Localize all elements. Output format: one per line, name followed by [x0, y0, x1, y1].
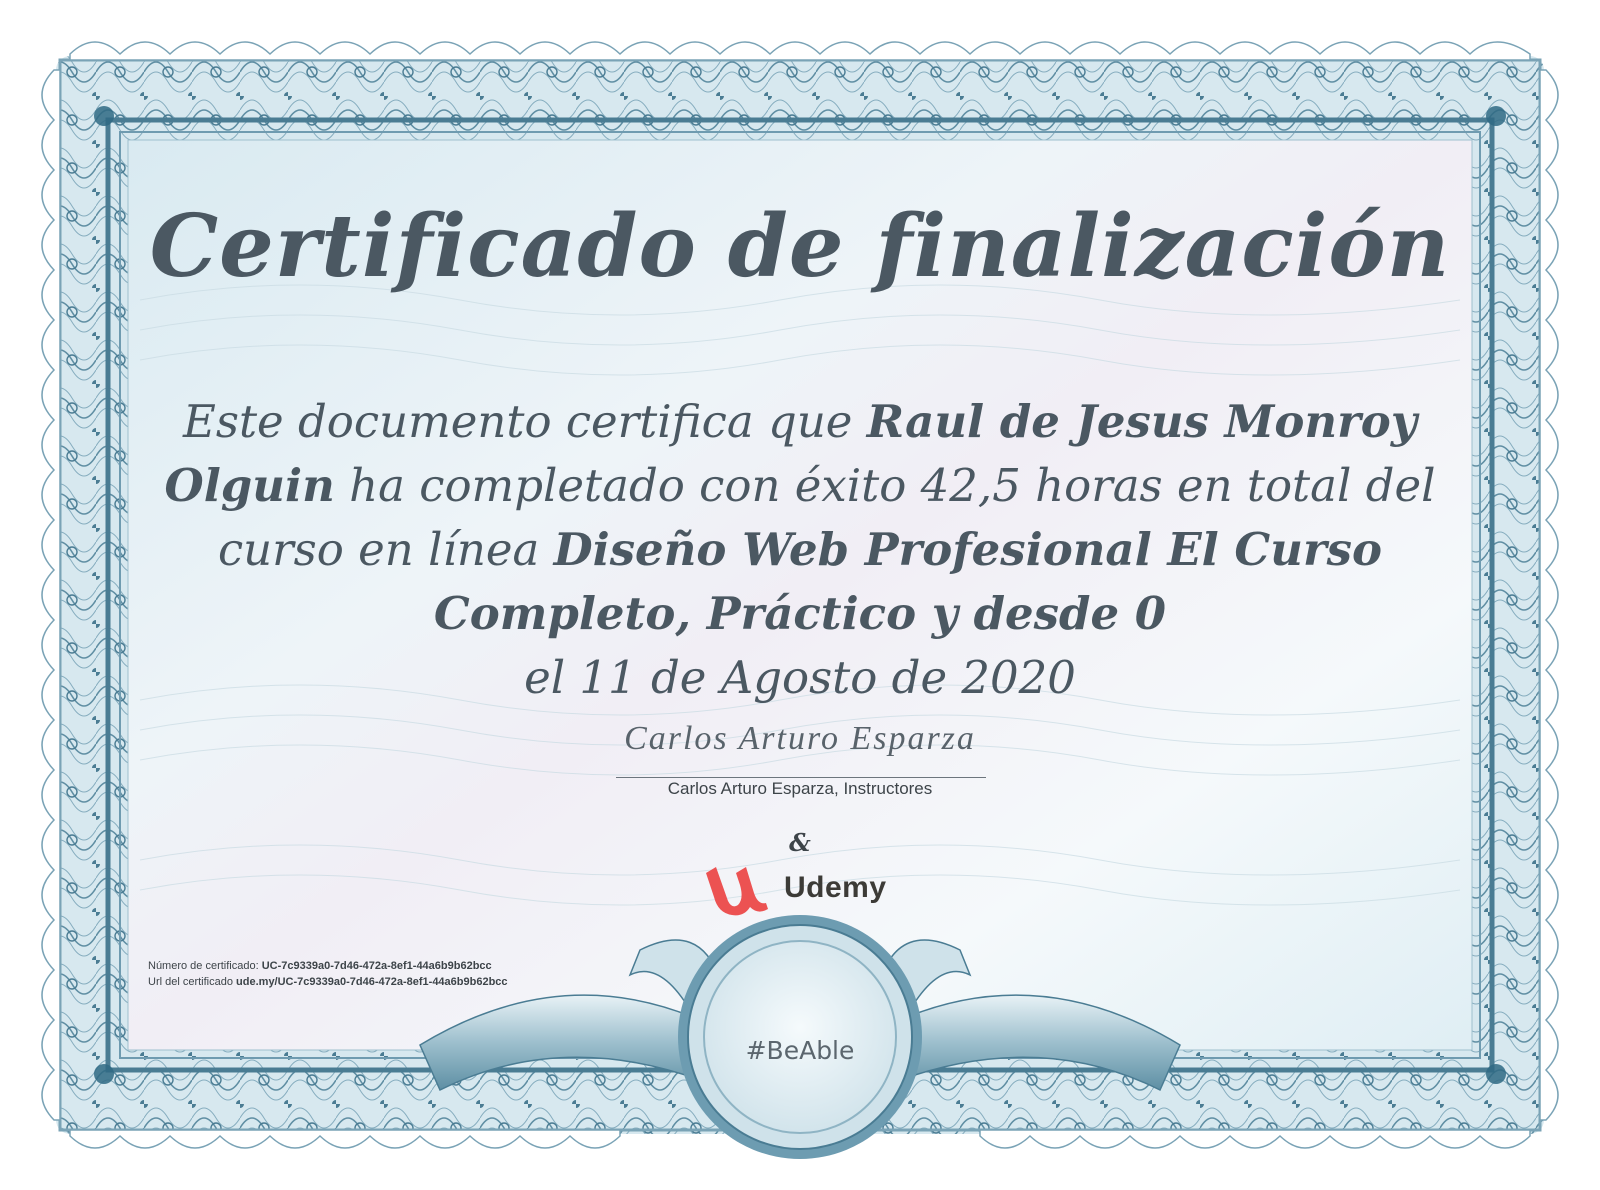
course-name: Diseño Web Profesional El Curso Completo, Práctico y desde 0 — [433, 523, 1383, 640]
completed-text: ha completado con éxito — [349, 459, 907, 512]
instructor-caption: Carlos Arturo Esparza, Instructores — [667, 779, 933, 798]
cert-number-row — [148, 958, 508, 974]
udemy-logo — [700, 858, 887, 918]
certificate-statement — [150, 390, 1450, 710]
ampersand: & — [789, 828, 811, 857]
cert-url-label: Url del certificado — [148, 976, 233, 988]
completion-date: el 11 de Agosto de 2020 — [524, 651, 1076, 704]
signature-line — [616, 777, 986, 778]
certificate-meta — [148, 958, 508, 990]
certificate-title: Certificado de finalización — [149, 196, 1451, 297]
udemy-wordmark: Udemy — [784, 871, 887, 904]
cert-number-label: Número de certificado: — [148, 960, 259, 972]
course-hours: 42,5 — [920, 459, 1021, 512]
student-name: Raul de Jesus Monroy Olguin — [164, 395, 1417, 512]
cert-url-row — [148, 974, 508, 990]
udemy-u-icon — [700, 859, 772, 917]
hours-text: horas en total del curso en línea — [217, 459, 1436, 576]
intro-text: Este documento certifica que — [183, 395, 853, 448]
cert-url[interactable]: ude.my/UC-7c9339a0-7d46-472a-8ef1-44a6b9b62bcc — [236, 976, 508, 988]
cert-number: UC-7c9339a0-7d46-472a-8ef1-44a6b9b62bcc — [261, 960, 492, 972]
seal-text: #BeAble — [745, 1036, 855, 1065]
instructor-signature: Carlos Arturo Esparza — [624, 720, 976, 757]
